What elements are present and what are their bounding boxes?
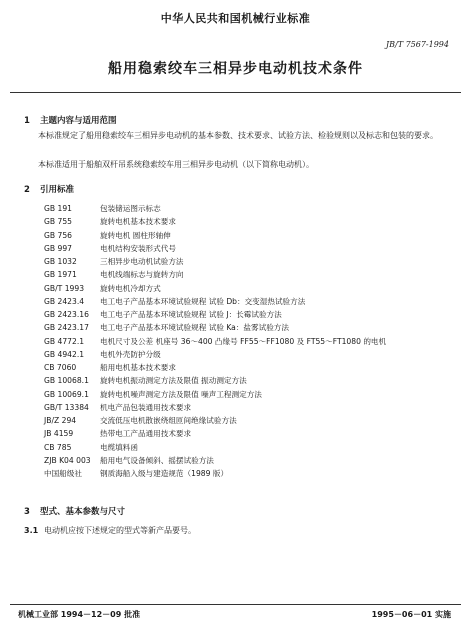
section-2-heading	[24, 183, 74, 195]
reference-row	[44, 308, 444, 321]
reference-code: GB 4772.1	[44, 336, 85, 346]
reference-code: GB 191	[44, 204, 73, 214]
section-2-number: 2	[24, 185, 30, 195]
section-2-title: 引用标准	[40, 185, 75, 195]
reference-title: 交流低压电机散嵌绕组匝间绝缘试验方法	[100, 416, 237, 426]
reference-code: JB 4159	[44, 429, 74, 439]
reference-code: GB 10068.1	[44, 376, 89, 386]
reference-title: 旋转电机噪声测定方法及限值 噪声工程测定方法	[100, 389, 262, 399]
reference-title: 电机外壳防护分级	[100, 349, 161, 359]
reference-row	[44, 374, 444, 387]
approval-date: 机械工业部 1994－12－09 批准	[18, 610, 141, 619]
section-3-title: 型式、基本参数与尺寸	[40, 507, 126, 517]
clause-3-1	[24, 525, 196, 536]
reference-code: GB 755	[44, 217, 73, 227]
reference-row	[44, 401, 444, 414]
reference-title: 电缆填料函	[100, 442, 138, 452]
reference-row	[44, 255, 444, 268]
reference-row	[44, 388, 444, 401]
effective-date: 1995－06－01 实施	[371, 610, 451, 619]
reference-code: GB 2423.4	[44, 296, 85, 306]
publisher-title: 中华人民共和国机械行业标准	[160, 12, 311, 25]
reference-title: 电机尺寸及公差 机座号 36～400 凸缘号 FF55～FF1080 及 FT55～FT1080 的电机	[100, 336, 387, 346]
reference-code: GB/T 13384	[44, 402, 89, 412]
reference-row	[44, 335, 444, 348]
reference-title: 电机结构安装形式代号	[100, 243, 176, 253]
reference-title: 热带电工产品通用技术要求	[100, 429, 192, 439]
reference-code: GB 10069.1	[44, 389, 89, 399]
standard-number: JB/T 7567-1994	[385, 40, 449, 49]
section-3-number: 3	[24, 507, 30, 517]
reference-title: 旋转电机基本技术要求	[100, 217, 176, 227]
reference-code: GB 2423.17	[44, 323, 89, 333]
document-title: 船用稳索绞车三相异步电动机技术条件	[108, 61, 363, 77]
reference-title: 旋转电机振动测定方法及限值 振动测定方法	[100, 376, 247, 386]
reference-row	[44, 229, 444, 242]
reference-row	[44, 361, 444, 374]
reference-title: 机电产品包装通用技术要求	[100, 402, 192, 412]
reference-row	[44, 268, 444, 281]
reference-row	[44, 321, 444, 334]
reference-code: GB 1032	[44, 257, 77, 267]
reference-code: JB/Z 294	[44, 416, 77, 426]
reference-title: 电工电子产品基本环境试验规程 试验 Db：交变湿热试验方法	[100, 296, 306, 306]
clause-3-1-number: 3.1	[24, 526, 39, 535]
reference-title: 船用电气设备倾斜、摇摆试验方法	[100, 455, 214, 465]
reference-code: GB 997	[44, 243, 73, 253]
reference-title: 包装储运图示标志	[100, 204, 161, 214]
clause-3-1-text: 电动机应按下述规定的型式等新产品要号。	[44, 526, 196, 535]
reference-code: CB 7060	[44, 363, 77, 373]
reference-title: 电工电子产品基本环境试验规程 试验 Ka：盐雾试验方法	[100, 323, 289, 333]
section-1-paragraph-1: 本标准规定了船用稳索绞车三相异步电动机的基本参数、技术要求、试验方法、检验规则以及标志和包装的要求。	[38, 131, 438, 140]
reference-code: GB 1971	[44, 270, 77, 280]
reference-code: GB/T 1993	[44, 283, 85, 293]
section-3-heading	[24, 505, 125, 517]
reference-title: 电机线端标志与旋转方向	[100, 270, 184, 280]
section-1-number: 1	[24, 116, 30, 126]
reference-title: 钢质海船入级与建造规范（1989 版）	[100, 469, 229, 479]
reference-row	[44, 202, 444, 215]
reference-title: 旋转电机冷却方式	[100, 283, 161, 293]
header-divider	[10, 92, 461, 93]
reference-title: 电工电子产品基本环境试验规程 试验 J：长霉试验方法	[100, 310, 282, 320]
reference-code: 中国船级社	[44, 469, 82, 479]
reference-row	[44, 295, 444, 308]
reference-row	[44, 348, 444, 361]
reference-title: 船用电机基本技术要求	[100, 363, 176, 373]
reference-code: GB 4942.1	[44, 349, 85, 359]
section-1-paragraph-2: 本标准适用于船舶双杆吊系统稳索绞车用三相异步电动机（以下简称电动机）。	[38, 160, 314, 169]
reference-title: 三相异步电动机试验方法	[100, 257, 184, 267]
section-1-heading	[24, 114, 117, 126]
section-1-title: 主题内容与适用范围	[40, 116, 117, 126]
reference-row	[44, 282, 444, 295]
reference-code: GB 756	[44, 230, 73, 240]
reference-code: GB 2423.16	[44, 310, 89, 320]
reference-row	[44, 427, 444, 440]
footer-divider	[10, 604, 461, 605]
reference-title: 旋转电机 圆柱形轴伸	[100, 230, 171, 240]
reference-row	[44, 441, 444, 454]
reference-code: CB 785	[44, 442, 72, 452]
reference-row	[44, 454, 444, 467]
reference-list	[44, 202, 444, 480]
reference-row	[44, 215, 444, 228]
reference-row	[44, 414, 444, 427]
reference-row	[44, 242, 444, 255]
reference-code: ZJB K04 003	[44, 455, 91, 465]
reference-row	[44, 467, 444, 480]
